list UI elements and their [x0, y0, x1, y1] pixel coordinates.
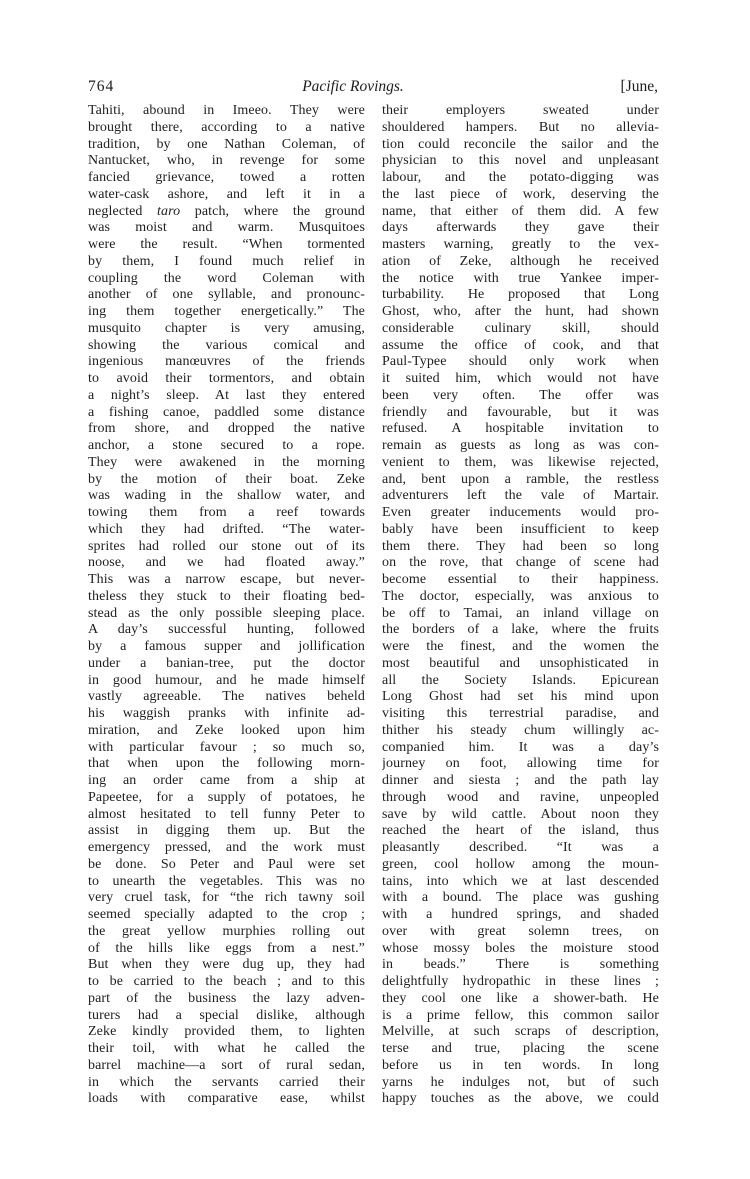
text-line: neglected taro patch, where the ground [88, 203, 365, 219]
text-line: dinner and siesta ; and the path lay [382, 773, 659, 788]
text-line: labour, and the potato-digging was [382, 170, 659, 185]
text-line: the last piece of work, deserving the [382, 186, 659, 202]
text-line: all the Society Islands. Epicurean [382, 672, 659, 688]
text-line: barrel machine—a sort of rural sedan, [88, 1057, 365, 1073]
text-line: showing the various comical and [88, 337, 365, 353]
text-line: tains, into which we at last descended [382, 873, 659, 889]
text-line: green, cool hollow among the moun- [382, 856, 659, 872]
text-line: to be carried to the beach ; and to this [88, 974, 365, 989]
text-line: Paul-Typee should only work when [382, 354, 659, 370]
text-line: turers had a special dislike, although [88, 1007, 365, 1023]
text-line: Melville, at such scraps of description, [382, 1024, 659, 1040]
text-line: sprites had rolled our stone out of its [88, 538, 365, 554]
text-line: remain as guests as long as was con- [382, 438, 659, 453]
text-line: fancied grievance, towed a rotten [88, 170, 365, 185]
text-line: shouldered hampers. But no allevia- [382, 119, 659, 135]
text-line: another of one syllable, and pronounc- [88, 287, 365, 303]
text-line: days afterwards they gave their [382, 220, 659, 236]
text-line: been very often. The offer was [382, 387, 659, 403]
text-line: by a famous supper and jollification [88, 639, 365, 654]
text-line: physician to this novel and unpleasant [382, 153, 659, 169]
text-line: towing them from a reef towards [88, 505, 365, 520]
text-line: Papeetee, for a supply of potatoes, he [88, 789, 365, 805]
text-line: and, bent upon a ramble, the restless [382, 471, 659, 487]
text-line: assume the office of cook, and that [382, 337, 659, 353]
text-line: them there. They had been so long [382, 538, 659, 554]
running-title: Pacific Rovings. [302, 78, 404, 95]
text-line: the borders of a lake, where the fruits [382, 622, 659, 638]
right-column [382, 103, 659, 1108]
text-line: a fishing canoe, paddled some distance [88, 404, 365, 420]
text-line: to avoid their tormentors, and obtain [88, 371, 365, 386]
text-line: under a banian-tree, put the doctor [88, 655, 365, 671]
text-line: brought there, according to a native [88, 119, 365, 135]
text-line: were the finest, and the women the [382, 639, 659, 654]
text-line: happy touches as the above, we could [382, 1091, 659, 1107]
text-line: coupling the word Coleman with [88, 270, 365, 286]
text-line: is a prime fellow, this common sailor [382, 1007, 659, 1023]
text-line: it suited him, which would not have [382, 371, 659, 386]
text-line: part of the business the lazy adven- [88, 990, 365, 1006]
text-line: delightfully hydropathic in these lines ; [382, 974, 659, 989]
text-line: Long Ghost had set his mind upon [382, 689, 659, 705]
text-line: Ghost, who, after the hunt, had shown [382, 304, 659, 319]
text-line: by them, I found much relief in [88, 253, 365, 269]
text-line: to unearth the vegetables. This was no [88, 873, 365, 889]
text-line: before us in ten words. In long [382, 1057, 659, 1073]
text-line: reached the heart of the island, thus [382, 823, 659, 839]
text-line: of the hills like eggs from a nest.” [88, 940, 365, 956]
text-line: anchor, a stone secured to a rope. [88, 438, 365, 453]
text-line: with a hundred springs, and shaded [382, 907, 659, 922]
text-line: in beads.” There is something [382, 957, 659, 973]
text-line: over with great solemn trees, on [382, 923, 659, 939]
text-line: adventurers left the vale of Martair. [382, 488, 659, 504]
text-line: assist in digging them up. But the [88, 823, 365, 839]
text-line: Zeke kindly provided them, to lighten [88, 1024, 365, 1040]
text-line: was wading in the shallow water, and [88, 488, 365, 504]
text-line: turbability. He proposed that Long [382, 287, 659, 303]
text-line: by the motion of their boat. Zeke [88, 471, 365, 487]
left-column [88, 103, 365, 1108]
text-line: musquito chapter is very amusing, [88, 320, 365, 336]
text-line: tradition, by one Nathan Coleman, of [88, 136, 365, 152]
text-line: ingenious manœuvres of the friends [88, 354, 365, 370]
text-line: loads with comparative ease, whilst [88, 1091, 365, 1107]
text-line: ation of Zeke, although he received [382, 253, 659, 269]
text-line: yarns he indulges not, but of such [382, 1074, 659, 1090]
page-header [88, 76, 658, 98]
text-line: they cool one like a shower-bath. He [382, 990, 659, 1006]
text-line: with particular favour ; so much so, [88, 739, 365, 755]
issue-date: [June, [620, 78, 658, 95]
text-line: seemed specially adapted to the crop ; [88, 907, 365, 922]
text-line: from shore, and dropped the native [88, 421, 365, 437]
text-line: the great yellow murphies rolling out [88, 923, 365, 939]
text-line: The doctor, especially, was anxious to [382, 588, 659, 604]
text-line: stead as the only possible sleeping place. [88, 605, 365, 621]
text-line: noose, and we had floated away.” [88, 555, 365, 571]
text-line: Nantucket, who, in revenge for some [88, 153, 365, 169]
text-line: most beautiful and unsophisticated in [382, 655, 659, 671]
text-line: that when upon the following morn- [88, 756, 365, 772]
text-line: considerable culinary skill, should [382, 320, 659, 336]
text-line: name, that either of them did. A few [382, 203, 659, 219]
text-line: A day’s successful hunting, followed [88, 622, 365, 638]
text-line: was moist and warm. Musquitoes [88, 220, 365, 236]
text-line: bably have been insufficient to keep [382, 521, 659, 537]
text-line: become essential to their happiness. [382, 572, 659, 587]
text-line: through wood and ravine, unpeopled [382, 789, 659, 805]
text-line: visiting this terrestrial paradise, and [382, 706, 659, 721]
text-line: his waggish pranks with infinite ad- [88, 706, 365, 721]
text-line: theless they stuck to their floating bed- [88, 588, 365, 604]
text-line: venient to them, was likewise rejected, [382, 454, 659, 470]
text-line: in good humour, and he made himself [88, 672, 365, 688]
page-number: 764 [88, 78, 115, 95]
text-line: were the result. “When tormented [88, 237, 365, 252]
text-line: be off to Tamai, an inland village on [382, 605, 659, 621]
text-line: their employers sweated under [382, 103, 659, 118]
text-line: This was a narrow escape, but never- [88, 572, 365, 587]
text-line: the notice with true Yankee imper- [382, 270, 659, 286]
text-line: almost hesitated to tell funny Peter to [88, 806, 365, 822]
text-line: in which the servants carried their [88, 1074, 365, 1090]
text-line: vastly agreeable. The natives beheld [88, 689, 365, 705]
text-line: their toil, with what he called the [88, 1041, 365, 1056]
text-line: thither his steady chum willingly ac- [382, 722, 659, 738]
text-line: refused. A hospitable invitation to [382, 421, 659, 437]
two-column-text [88, 103, 659, 1108]
text-line: save by wild cattle. About noon they [382, 806, 659, 822]
text-line: Tahiti, abound in Imeeo. They were [88, 103, 365, 118]
text-line: on the rove, that change of scene had [382, 555, 659, 571]
text-line: masters warning, greatly to the vex- [382, 237, 659, 252]
text-line: pleasantly described. “It was a [382, 840, 659, 855]
text-line: very cruel task, for “the rich tawny soil [88, 890, 365, 906]
text-line: journey on foot, allowing time for [382, 756, 659, 772]
text-line: water-cask ashore, and left it in a [88, 186, 365, 202]
text-line: They were awakened in the morning [88, 454, 365, 470]
text-line: be done. So Peter and Paul were set [88, 856, 365, 872]
text-line: miration, and Zeke looked upon him [88, 722, 365, 738]
text-line: with a bound. The place was gushing [382, 890, 659, 906]
text-line: which they had drifted. “The water- [88, 521, 365, 537]
text-line: Even greater inducements would pro- [382, 505, 659, 520]
text-line: companied him. It was a day’s [382, 739, 659, 755]
text-line: ing an order came from a ship at [88, 773, 365, 788]
text-line: tion could reconcile the sailor and the [382, 136, 659, 152]
text-line: whose mossy boles the moisture stood [382, 940, 659, 956]
text-line: terse and true, placing the scene [382, 1041, 659, 1056]
text-line: a night’s sleep. At last they entered [88, 387, 365, 403]
text-line: ing them together energetically.” The [88, 304, 365, 319]
text-line: emergency pressed, and the work must [88, 840, 365, 855]
text-line: friendly and favourable, but it was [382, 404, 659, 420]
text-line: But when they were dug up, they had [88, 957, 365, 973]
